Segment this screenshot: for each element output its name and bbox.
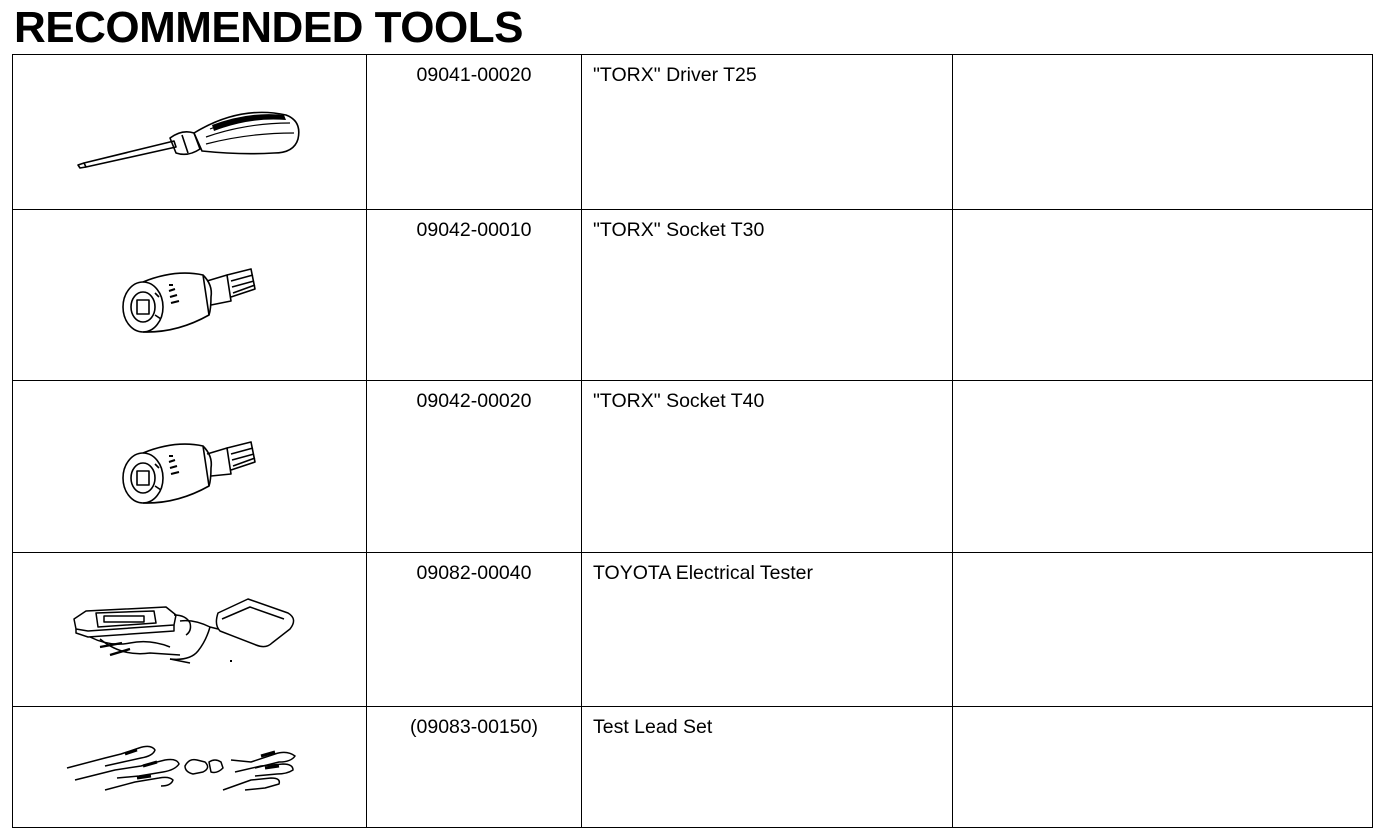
electrical-tester-icon bbox=[70, 585, 310, 675]
part-number: 09041-00020 bbox=[367, 55, 582, 210]
torx-socket-icon bbox=[115, 245, 265, 345]
notes-cell bbox=[953, 381, 1373, 553]
part-number: (09083-00150) bbox=[367, 707, 582, 828]
part-number: 09042-00020 bbox=[367, 381, 582, 553]
notes-cell bbox=[953, 55, 1373, 210]
part-number: 09082-00040 bbox=[367, 552, 582, 707]
torx-driver-icon bbox=[70, 87, 310, 177]
table-row bbox=[13, 552, 1373, 707]
tool-image-cell bbox=[13, 707, 367, 828]
notes-cell bbox=[953, 209, 1373, 381]
table-row bbox=[13, 209, 1373, 381]
tools-table bbox=[12, 54, 1373, 828]
tool-image-cell bbox=[13, 209, 367, 381]
tool-image-cell bbox=[13, 55, 367, 210]
tool-name: "TORX" Socket T40 bbox=[582, 381, 953, 553]
tool-name: "TORX" Socket T30 bbox=[582, 209, 953, 381]
table-row bbox=[13, 381, 1373, 553]
tool-image-cell bbox=[13, 381, 367, 553]
tool-name: "TORX" Driver T25 bbox=[582, 55, 953, 210]
page-title: RECOMMENDED TOOLS bbox=[14, 3, 523, 52]
table-row bbox=[13, 707, 1373, 828]
tool-name: Test Lead Set bbox=[582, 707, 953, 828]
tool-name: TOYOTA Electrical Tester bbox=[582, 552, 953, 707]
notes-cell bbox=[953, 707, 1373, 828]
notes-cell bbox=[953, 552, 1373, 707]
tool-image-cell bbox=[13, 552, 367, 707]
table-row bbox=[13, 55, 1373, 210]
test-lead-set-icon bbox=[65, 732, 315, 802]
part-number: 09042-00010 bbox=[367, 209, 582, 381]
torx-socket-icon bbox=[115, 416, 265, 516]
